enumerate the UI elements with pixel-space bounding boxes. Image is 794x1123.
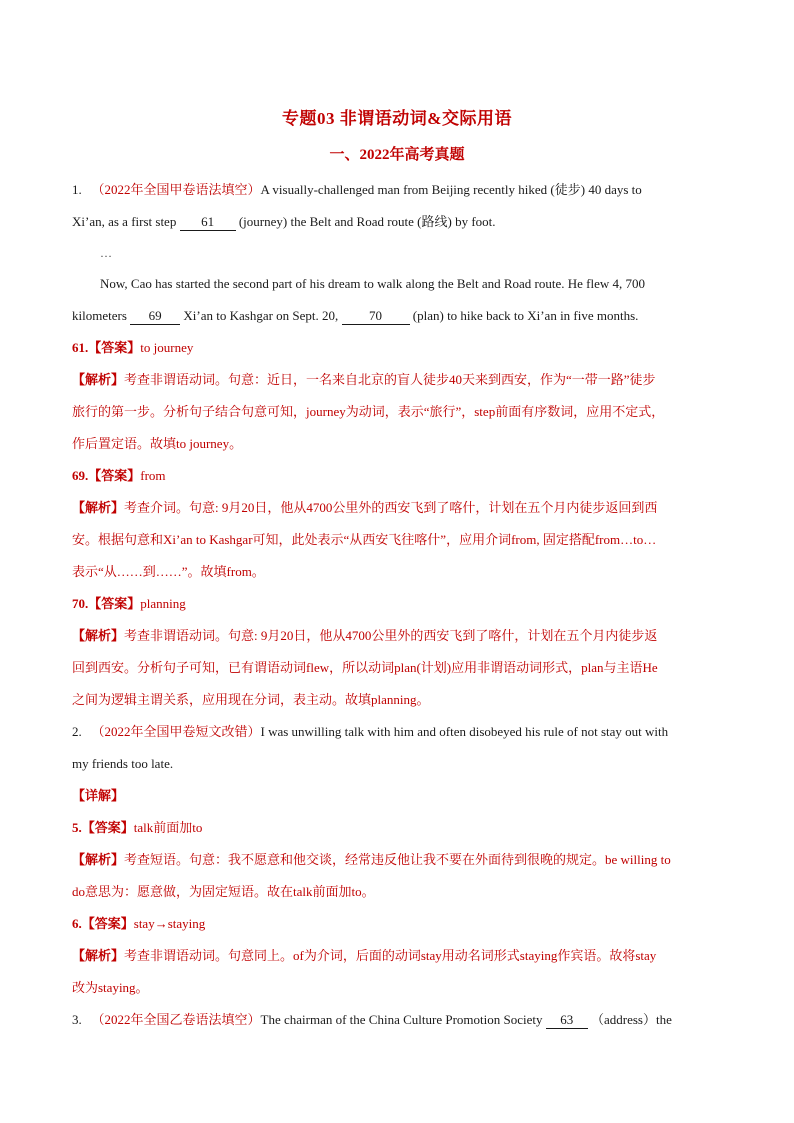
analysis-70-line-2: 回到西安。分析句子可知，已有谓语动词flew，所以动词plan(计划)应用非谓语动词形式，plan与主语He xyxy=(72,660,658,675)
question-1-line-1: 1. （2022年全国甲卷语法填空）A visually-challenged man from Beijing recently hiked (徒步) 40 days to xyxy=(72,182,642,197)
page-title: 专题03 非谓语动词&交际用语 xyxy=(282,109,512,128)
answer-6: 6.【答案】stay→staying xyxy=(72,916,206,931)
answer-5: 5.【答案】talk前面加to xyxy=(72,820,203,835)
analysis-69-line-3: 表示“从……到……”。故填from。 xyxy=(72,564,265,579)
analysis-6-line-2: 改为staying。 xyxy=(72,980,149,995)
question-1-line-3: Now, Cao has started the second part of his dream to walk along the Belt and Road route. He flew 4, 700 xyxy=(100,276,646,291)
question-1-source: （2022年全国甲卷语法填空） xyxy=(91,182,261,197)
analysis-70-line-3: 之间为逻辑主谓关系，应用现在分词，表主动。故填planning。 xyxy=(72,692,430,707)
analysis-5-line-1: 【解析】考查短语。句意：我不愿意和他交谈，经常违反他让我不要在外面待到很晚的规定。be willing to xyxy=(72,852,671,867)
blank-63: 63 xyxy=(546,1012,588,1029)
answer-70: 70.【答案】planning xyxy=(72,596,186,611)
analysis-6-line-1: 【解析】考查非谓语动词。句意同上。of为介词，后面的动词stay用动名词形式staying作宾语。故将stay xyxy=(72,948,657,963)
blank-70: 70 xyxy=(342,308,410,325)
answer-61: 61.【答案】to journey xyxy=(72,340,194,355)
question-1-line-2: Xi’an, as a first step 61 (journey) the Belt and Road route (路线) by foot. xyxy=(72,214,496,229)
detail-heading: 【详解】 xyxy=(72,788,125,803)
analysis-70-line-1: 【解析】考查非谓语动词。句意: 9月20日，他从4700公里外的西安飞到了喀什，计划在五个月内徒步返 xyxy=(72,628,658,643)
question-2-source: （2022年全国甲卷短文改错） xyxy=(91,724,261,739)
question-3-line-1: 3. （2022年全国乙卷语法填空）The chairman of the China Culture Promotion Society 63 （address）the xyxy=(72,1012,672,1027)
section-heading: 一、2022年高考真题 xyxy=(329,147,465,163)
analysis-61-line-1: 【解析】考查非谓语动词。句意：近日，一名来自北京的盲人徒步40天来到西安，作为“一带一路”徒步 xyxy=(72,372,656,387)
analysis-61-line-2: 旅行的第一步。分析句子结合句意可知，journey为动词，表示“旅行”，step前面有序数词，应用不定式， xyxy=(72,404,665,419)
analysis-5-line-2: do意思为：愿意做，为固定短语。故在talk前面加to。 xyxy=(72,884,375,899)
analysis-69-line-1: 【解析】考查介词。句意: 9月20日，他从4700公里外的西安飞到了喀什，计划在五个月内徒步返回到西 xyxy=(72,500,658,515)
question-1-line-4: kilometers 69 Xi’an to Kashgar on Sept. 20, 70 (plan) to hike back to Xi’an in five months. xyxy=(72,308,639,323)
ellipsis: … xyxy=(100,246,112,260)
question-2-line-1: 2. （2022年全国甲卷短文改错）I was unwilling talk with him and often disobeyed his rule of not stay out with xyxy=(72,724,669,739)
blank-69: 69 xyxy=(130,308,180,325)
analysis-61-line-3: 作后置定语。故填to journey。 xyxy=(72,436,243,451)
answer-69: 69.【答案】from xyxy=(72,468,166,483)
analysis-69-line-2: 安。根据句意和Xi’an to Kashgar可知，此处表示“从西安飞往喀什”，应用介词from, 固定搭配from…to… xyxy=(72,532,657,547)
question-2-line-2: my friends too late. xyxy=(72,756,174,771)
blank-61: 61 xyxy=(180,214,236,231)
question-3-source: （2022年全国乙卷语法填空） xyxy=(91,1012,261,1027)
